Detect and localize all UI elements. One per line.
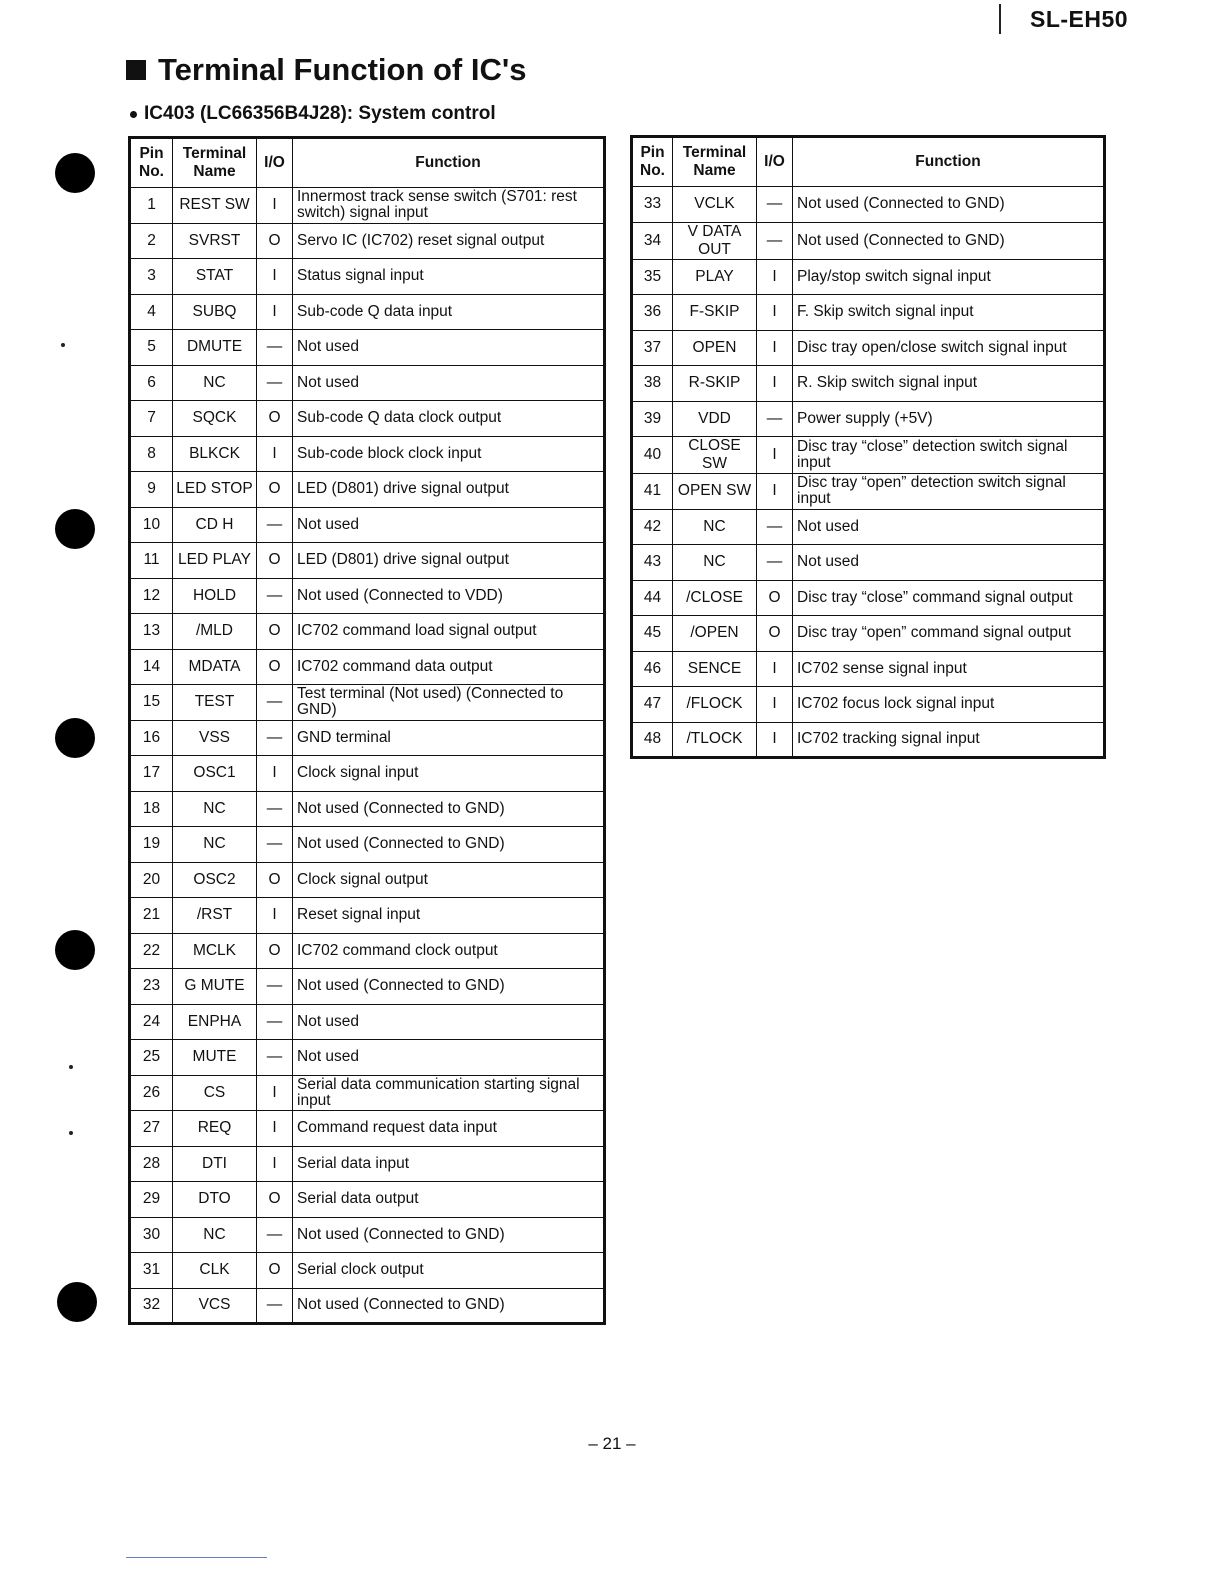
io-cell: I	[257, 1075, 293, 1111]
function-cell: Disc tray “open” detection switch signal input	[793, 474, 1105, 510]
terminal-name-cell: SVRST	[173, 223, 257, 259]
pin-cell: 25	[130, 1040, 173, 1076]
function-cell: Disc tray open/close switch signal input	[793, 330, 1105, 366]
io-cell: I	[257, 1146, 293, 1182]
table-row	[130, 898, 605, 934]
terminal-name-cell: V DATA OUT	[673, 222, 757, 259]
col-header-name: Terminal Name	[673, 137, 757, 187]
terminal-name-cell: OPEN SW	[673, 474, 757, 510]
function-cell: Disc tray “open” command signal output	[793, 616, 1105, 652]
table-row	[632, 295, 1105, 331]
function-cell: Command request data input	[293, 1111, 605, 1147]
terminal-name-cell: /TLOCK	[673, 722, 757, 758]
function-cell: Not used	[793, 545, 1105, 581]
terminal-name-cell: REQ	[173, 1111, 257, 1147]
function-cell: Servo IC (IC702) reset signal output	[293, 223, 605, 259]
pin-cell: 46	[632, 651, 673, 687]
table-row	[130, 791, 605, 827]
terminal-name-cell: G MUTE	[173, 969, 257, 1005]
pin-cell: 17	[130, 756, 173, 792]
io-cell: I	[757, 651, 793, 687]
io-cell: O	[257, 649, 293, 685]
function-cell: Not used	[293, 330, 605, 366]
terminal-name-cell: SENCE	[673, 651, 757, 687]
terminal-name-cell: MUTE	[173, 1040, 257, 1076]
io-cell: O	[257, 862, 293, 898]
io-cell: —	[257, 1040, 293, 1076]
terminal-name-cell: CLOSE SW	[673, 437, 757, 474]
terminal-name-cell: /OPEN	[673, 616, 757, 652]
pin-cell: 15	[130, 685, 173, 721]
pin-cell: 35	[632, 259, 673, 295]
io-cell: —	[257, 827, 293, 863]
pin-cell: 47	[632, 687, 673, 723]
pin-cell: 38	[632, 366, 673, 402]
io-cell: O	[257, 543, 293, 579]
table-row	[632, 580, 1105, 616]
function-cell: Clock signal input	[293, 756, 605, 792]
io-cell: I	[757, 259, 793, 295]
pin-cell: 40	[632, 437, 673, 474]
terminal-name-cell: CD H	[173, 507, 257, 543]
function-cell: Clock signal output	[293, 862, 605, 898]
pin-cell: 4	[130, 294, 173, 330]
io-cell: I	[257, 188, 293, 224]
io-cell: O	[257, 472, 293, 508]
io-cell: I	[257, 259, 293, 295]
io-cell: I	[257, 1111, 293, 1147]
col-header-function: Function	[793, 137, 1105, 187]
table-row	[130, 756, 605, 792]
function-cell: IC702 command load signal output	[293, 614, 605, 650]
table-row	[130, 614, 605, 650]
footer-rule	[126, 1557, 267, 1558]
table-row	[632, 187, 1105, 223]
io-cell: —	[757, 545, 793, 581]
page-number: – 21 –	[588, 1434, 636, 1453]
pin-cell: 48	[632, 722, 673, 758]
io-cell: O	[257, 933, 293, 969]
scan-speck	[69, 1065, 73, 1069]
table-row	[632, 437, 1105, 474]
col-header-io: I/O	[257, 138, 293, 188]
table-row	[130, 578, 605, 614]
terminal-name-cell: NC	[673, 509, 757, 545]
io-cell: O	[257, 223, 293, 259]
terminal-name-cell: CS	[173, 1075, 257, 1111]
model-number: SL-EH50	[1030, 6, 1129, 32]
binder-hole	[55, 509, 95, 549]
page-title-text: Terminal Function of IC's	[158, 52, 527, 87]
terminal-name-cell: DMUTE	[173, 330, 257, 366]
function-cell: Serial data input	[293, 1146, 605, 1182]
function-cell: Not used	[293, 507, 605, 543]
function-cell: Reset signal input	[293, 898, 605, 934]
scan-speck	[69, 1131, 73, 1135]
pin-cell: 7	[130, 401, 173, 437]
terminal-name-cell: /MLD	[173, 614, 257, 650]
terminal-name-cell: LED PLAY	[173, 543, 257, 579]
pin-table-right	[630, 135, 1106, 759]
terminal-name-cell: NC	[173, 791, 257, 827]
function-cell: Not used (Connected to GND)	[293, 969, 605, 1005]
table-row	[130, 259, 605, 295]
function-cell: Not used (Connected to GND)	[293, 791, 605, 827]
pin-cell: 14	[130, 649, 173, 685]
pin-cell: 20	[130, 862, 173, 898]
function-cell: IC702 focus lock signal input	[793, 687, 1105, 723]
io-cell: —	[257, 720, 293, 756]
io-cell: O	[757, 616, 793, 652]
table-row	[632, 366, 1105, 402]
terminal-name-cell: /FLOCK	[673, 687, 757, 723]
table-row	[632, 722, 1105, 758]
table-row	[130, 685, 605, 721]
terminal-name-cell: REST SW	[173, 188, 257, 224]
bullet-icon	[130, 111, 137, 118]
table-row	[130, 1217, 605, 1253]
terminal-name-cell: OPEN	[673, 330, 757, 366]
table-row	[632, 687, 1105, 723]
pin-cell: 23	[130, 969, 173, 1005]
function-cell: Serial clock output	[293, 1253, 605, 1289]
table-row	[130, 862, 605, 898]
table-row	[130, 969, 605, 1005]
function-cell: Sub-code Q data clock output	[293, 401, 605, 437]
io-cell: —	[757, 509, 793, 545]
terminal-name-cell: /RST	[173, 898, 257, 934]
table-row	[130, 1253, 605, 1289]
function-cell: R. Skip switch signal input	[793, 366, 1105, 402]
pin-cell: 21	[130, 898, 173, 934]
binder-hole	[55, 153, 95, 193]
pin-cell: 9	[130, 472, 173, 508]
function-cell: Not used (Connected to GND)	[793, 222, 1105, 259]
col-header-io: I/O	[757, 137, 793, 187]
table-row	[130, 1146, 605, 1182]
io-cell: I	[257, 756, 293, 792]
pin-cell: 12	[130, 578, 173, 614]
table-row	[130, 1075, 605, 1111]
terminal-name-cell: VCLK	[673, 187, 757, 223]
io-cell: I	[757, 687, 793, 723]
pin-cell: 6	[130, 365, 173, 401]
pin-cell: 10	[130, 507, 173, 543]
pin-cell: 5	[130, 330, 173, 366]
function-cell: Innermost track sense switch (S701: rest switch) signal input	[293, 188, 605, 224]
io-cell: —	[257, 578, 293, 614]
table-row	[130, 365, 605, 401]
io-cell: O	[257, 614, 293, 650]
io-cell: I	[257, 898, 293, 934]
io-cell: O	[257, 1182, 293, 1218]
pin-cell: 39	[632, 401, 673, 437]
pin-cell: 13	[130, 614, 173, 650]
table-row	[632, 222, 1105, 259]
function-cell: Not used (Connected to GND)	[293, 1217, 605, 1253]
table-row	[130, 933, 605, 969]
io-cell: —	[257, 507, 293, 543]
terminal-name-cell: DTO	[173, 1182, 257, 1218]
table-row	[130, 649, 605, 685]
table-row	[130, 223, 605, 259]
io-cell: —	[257, 365, 293, 401]
pin-cell: 27	[130, 1111, 173, 1147]
io-cell: I	[757, 330, 793, 366]
io-cell: I	[257, 436, 293, 472]
table-header-row	[632, 137, 1105, 187]
function-cell: LED (D801) drive signal output	[293, 472, 605, 508]
function-cell: LED (D801) drive signal output	[293, 543, 605, 579]
function-cell: Serial data communication starting signal input	[293, 1075, 605, 1111]
binder-hole	[55, 718, 95, 758]
pin-cell: 30	[130, 1217, 173, 1253]
square-bullet-icon	[126, 60, 146, 80]
terminal-name-cell: ENPHA	[173, 1004, 257, 1040]
terminal-name-cell: NC	[173, 365, 257, 401]
table-row	[130, 294, 605, 330]
function-cell: Sub-code Q data input	[293, 294, 605, 330]
io-cell: I	[757, 437, 793, 474]
pin-cell: 16	[130, 720, 173, 756]
function-cell: Not used (Connected to GND)	[293, 1288, 605, 1324]
table-row	[130, 543, 605, 579]
io-cell: I	[757, 474, 793, 510]
pin-cell: 2	[130, 223, 173, 259]
function-cell: Not used (Connected to GND)	[293, 827, 605, 863]
function-cell: Disc tray “close” command signal output	[793, 580, 1105, 616]
io-cell: I	[757, 722, 793, 758]
terminal-name-cell: PLAY	[673, 259, 757, 295]
pin-cell: 3	[130, 259, 173, 295]
pin-cell: 44	[632, 580, 673, 616]
table-row	[130, 472, 605, 508]
pin-cell: 24	[130, 1004, 173, 1040]
pin-cell: 45	[632, 616, 673, 652]
table-row	[130, 1288, 605, 1324]
pin-cell: 32	[130, 1288, 173, 1324]
pin-cell: 11	[130, 543, 173, 579]
pin-cell: 26	[130, 1075, 173, 1111]
io-cell: —	[257, 791, 293, 827]
table-row	[130, 1004, 605, 1040]
function-cell: Disc tray “close” detection switch signal input	[793, 437, 1105, 474]
table-row	[632, 330, 1105, 366]
pin-cell: 8	[130, 436, 173, 472]
header-divider	[999, 4, 1001, 34]
col-header-name: Terminal Name	[173, 138, 257, 188]
io-cell: O	[257, 401, 293, 437]
terminal-name-cell: VDD	[673, 401, 757, 437]
table-row	[632, 509, 1105, 545]
terminal-name-cell: TEST	[173, 685, 257, 721]
terminal-name-cell: CLK	[173, 1253, 257, 1289]
terminal-name-cell: HOLD	[173, 578, 257, 614]
table-row	[632, 545, 1105, 581]
binder-hole	[55, 930, 95, 970]
terminal-name-cell: BLKCK	[173, 436, 257, 472]
pin-cell: 37	[632, 330, 673, 366]
io-cell: —	[757, 222, 793, 259]
pin-cell: 41	[632, 474, 673, 510]
section-subtitle	[130, 103, 496, 125]
io-cell: —	[257, 330, 293, 366]
pin-cell: 36	[632, 295, 673, 331]
pin-cell: 33	[632, 187, 673, 223]
table-row	[130, 436, 605, 472]
pin-cell: 31	[130, 1253, 173, 1289]
io-cell: —	[757, 401, 793, 437]
io-cell: O	[757, 580, 793, 616]
col-header-function: Function	[293, 138, 605, 188]
pin-cell: 28	[130, 1146, 173, 1182]
table-row	[632, 474, 1105, 510]
terminal-name-cell: STAT	[173, 259, 257, 295]
terminal-name-cell: NC	[173, 1217, 257, 1253]
terminal-name-cell: SQCK	[173, 401, 257, 437]
function-cell: Not used	[293, 1004, 605, 1040]
function-cell: Not used	[793, 509, 1105, 545]
io-cell: I	[257, 294, 293, 330]
terminal-name-cell: /CLOSE	[673, 580, 757, 616]
io-cell: I	[757, 295, 793, 331]
terminal-name-cell: OSC1	[173, 756, 257, 792]
io-cell: —	[757, 187, 793, 223]
binder-hole	[57, 1282, 97, 1322]
function-cell: Not used (Connected to GND)	[793, 187, 1105, 223]
table-row	[130, 720, 605, 756]
io-cell: —	[257, 685, 293, 721]
function-cell: Test terminal (Not used) (Connected to GND)	[293, 685, 605, 721]
function-cell: IC702 command data output	[293, 649, 605, 685]
io-cell: —	[257, 969, 293, 1005]
terminal-name-cell: VCS	[173, 1288, 257, 1324]
table-row	[130, 1111, 605, 1147]
table-row	[632, 401, 1105, 437]
table-row	[130, 188, 605, 224]
table-row	[130, 1040, 605, 1076]
table-header-row	[130, 138, 605, 188]
function-cell: Play/stop switch signal input	[793, 259, 1105, 295]
io-cell: O	[257, 1253, 293, 1289]
terminal-name-cell: VSS	[173, 720, 257, 756]
function-cell: Not used	[293, 365, 605, 401]
table-row	[130, 1182, 605, 1218]
io-cell: —	[257, 1288, 293, 1324]
function-cell: Status signal input	[293, 259, 605, 295]
terminal-name-cell: NC	[673, 545, 757, 581]
terminal-name-cell: DTI	[173, 1146, 257, 1182]
section-subtitle-text: IC403 (LC66356B4J28): System control	[144, 103, 496, 124]
pin-cell: 34	[632, 222, 673, 259]
pin-cell: 19	[130, 827, 173, 863]
function-cell: IC702 command clock output	[293, 933, 605, 969]
function-cell: Not used	[293, 1040, 605, 1076]
function-cell: IC702 sense signal input	[793, 651, 1105, 687]
scan-speck	[61, 343, 65, 347]
terminal-name-cell: R-SKIP	[673, 366, 757, 402]
terminal-name-cell: SUBQ	[173, 294, 257, 330]
function-cell: Serial data output	[293, 1182, 605, 1218]
pin-cell: 1	[130, 188, 173, 224]
table-row	[632, 616, 1105, 652]
function-cell: Sub-code block clock input	[293, 436, 605, 472]
pin-cell: 42	[632, 509, 673, 545]
io-cell: —	[257, 1004, 293, 1040]
table-row	[130, 330, 605, 366]
function-cell: Not used (Connected to VDD)	[293, 578, 605, 614]
terminal-name-cell: F-SKIP	[673, 295, 757, 331]
table-row	[632, 259, 1105, 295]
pin-cell: 29	[130, 1182, 173, 1218]
col-header-pin: Pin No.	[130, 138, 173, 188]
terminal-name-cell: LED STOP	[173, 472, 257, 508]
page-title	[126, 52, 526, 88]
function-cell: F. Skip switch signal input	[793, 295, 1105, 331]
pin-table-left	[128, 136, 606, 1325]
col-header-pin: Pin No.	[632, 137, 673, 187]
table-row	[130, 827, 605, 863]
terminal-name-cell: NC	[173, 827, 257, 863]
io-cell: I	[757, 366, 793, 402]
table-row	[130, 401, 605, 437]
function-cell: Power supply (+5V)	[793, 401, 1105, 437]
pin-cell: 18	[130, 791, 173, 827]
terminal-name-cell: MCLK	[173, 933, 257, 969]
io-cell: —	[257, 1217, 293, 1253]
function-cell: GND terminal	[293, 720, 605, 756]
table-row	[632, 651, 1105, 687]
table-row	[130, 507, 605, 543]
terminal-name-cell: MDATA	[173, 649, 257, 685]
pin-cell: 43	[632, 545, 673, 581]
terminal-name-cell: OSC2	[173, 862, 257, 898]
function-cell: IC702 tracking signal input	[793, 722, 1105, 758]
pin-cell: 22	[130, 933, 173, 969]
